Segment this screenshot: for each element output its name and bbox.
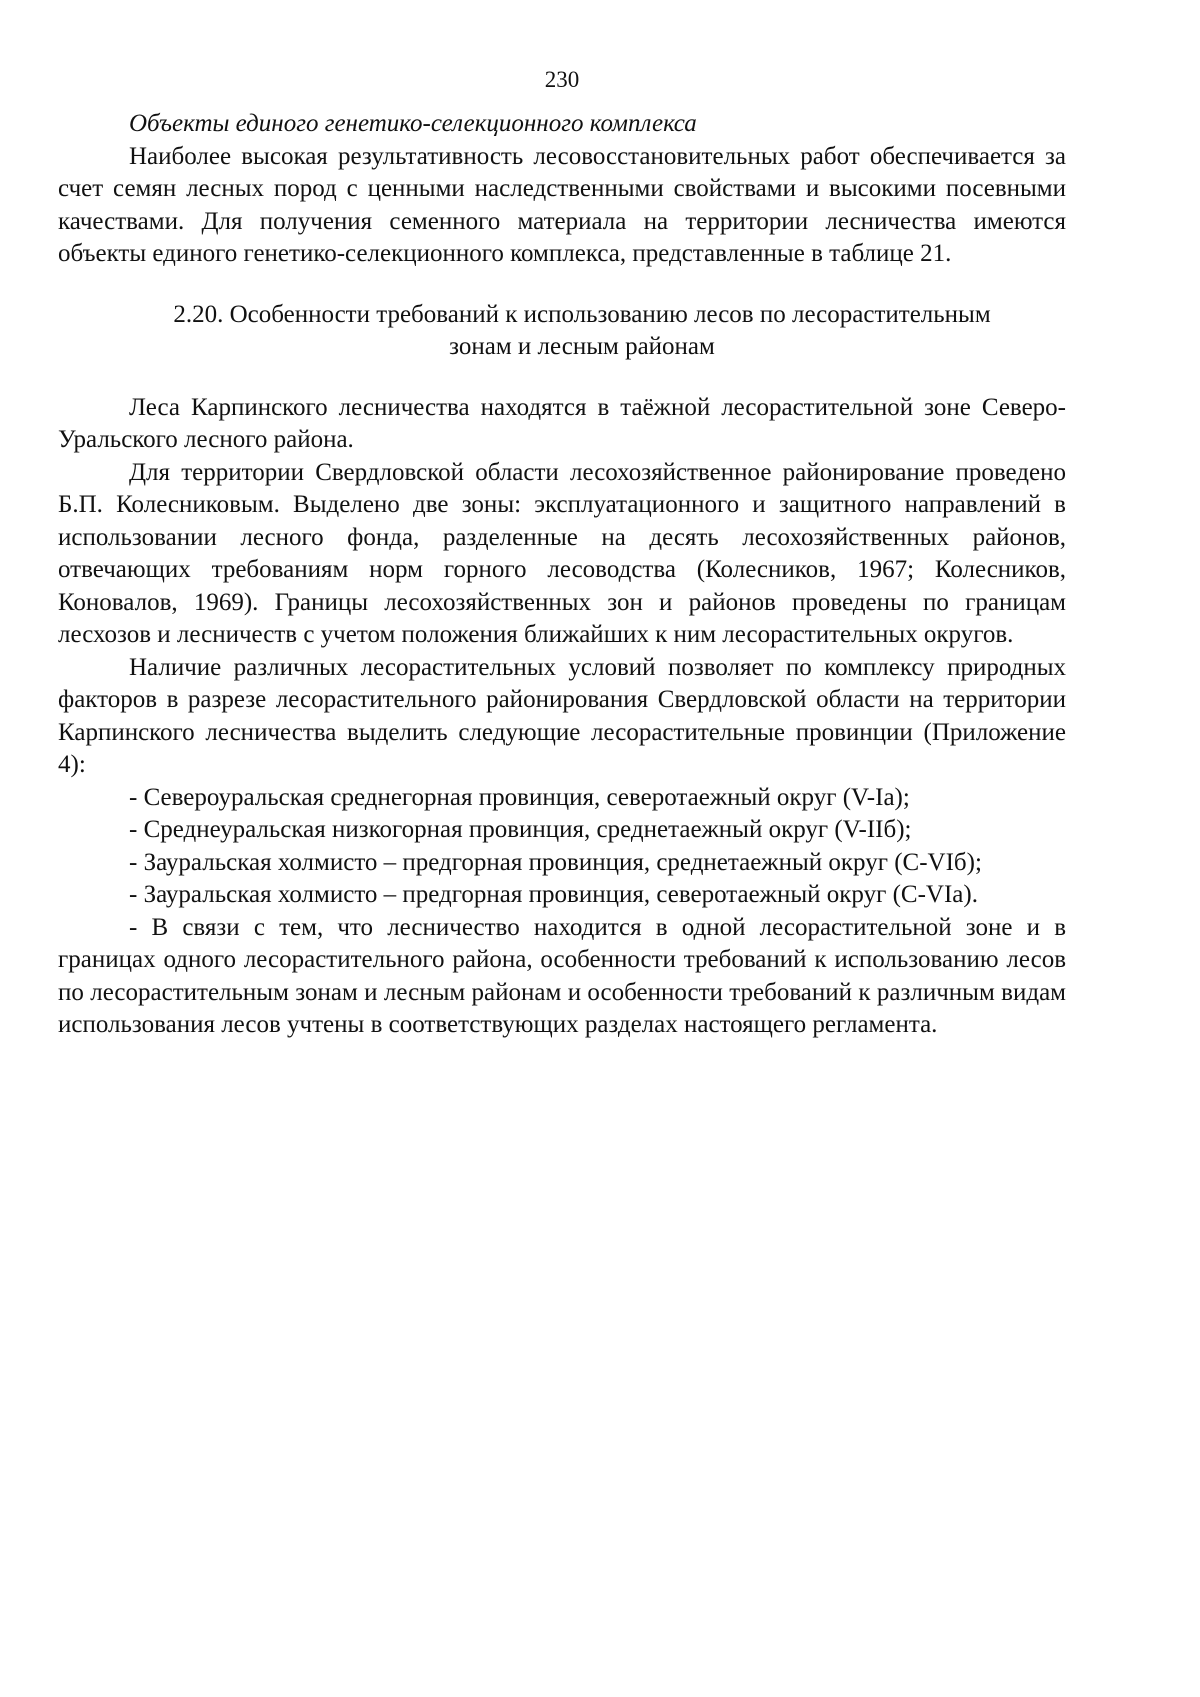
section-title-line-2: зонам и лесным районам: [449, 333, 715, 360]
closing-paragraph: - В связи с тем, что лесничество находится в одной лесорастительной зоне и в границах одного лесорастительного района, особенности требований к использованию лесов по лесорастительным зонам и лесным районам и особенности требований к различным видам использования лесов учтены в соответствующих разделах настоящего регламента.: [58, 913, 1066, 1038]
spacer: [58, 364, 1066, 392]
province-list-item: - Зауральская холмисто – предгорная провинция, среднетаежный округ (С-VIб);: [129, 848, 982, 876]
province-list-item: - Североуральская среднегорная провинция, северотаежный округ (V-Iа);: [129, 783, 910, 811]
paragraph-forest-zone: Леса Карпинского лесничества находятся в таёжной лесорастительной зоне Северо-Уральского лесного района.: [58, 393, 1066, 453]
paragraph-provinces-intro: Наличие различных лесорастительных условий позволяет по комплексу природных факторов в разрезе лесорастительного районирования Свердловской области на территории Карпинского лесничества выделить следующие лесорастительные провинции (Приложение 4):: [58, 653, 1066, 778]
section-title: [58, 299, 1066, 364]
province-list-item: - Зауральская холмисто – предгорная провинция, северотаежный округ (С-VIа).: [129, 881, 978, 908]
spacer: [58, 271, 1066, 299]
intro-paragraph: Наиболее высокая результативность лесовосстановительных работ обеспечивается за счет семян лесных пород с ценными наследственными свойствами и высокими посевными качествами. Для получения семенного материала на территории лесничества имеются объекты единого генетико-селекционного комплекса, представленные в таблице 21.: [58, 142, 1066, 267]
subsection-heading: Объекты единого генетико-селекционного комплекса: [129, 110, 697, 137]
section-title-line-1: 2.20. Особенности требований к использованию лесов по лесорастительным: [173, 300, 991, 328]
province-list: [58, 782, 1066, 912]
paragraph-zoning: Для территории Свердловской области лесохозяйственное районирование проведено Б.П. Колесниковым. Выделено две зоны: эксплуатационного и защитного направлений в использовании лесного фонда, разделенные на десять лесохозяйственных районов, отвечающих требованиям норм горного лесоводства (Колесников, 1967; Колесников, Коновалов, 1969). Границы лесохозяйственных зон и районов проведены по границам лесхозов и лесничеств с учетом положения ближайших к ним лесорастительных округов.: [58, 458, 1066, 648]
page-number: 230: [544, 67, 580, 92]
province-list-item: - Среднеуральская низкогорная провинция, среднетаежный округ (V-IIб);: [129, 816, 912, 843]
document-page: [58, 64, 1066, 1042]
